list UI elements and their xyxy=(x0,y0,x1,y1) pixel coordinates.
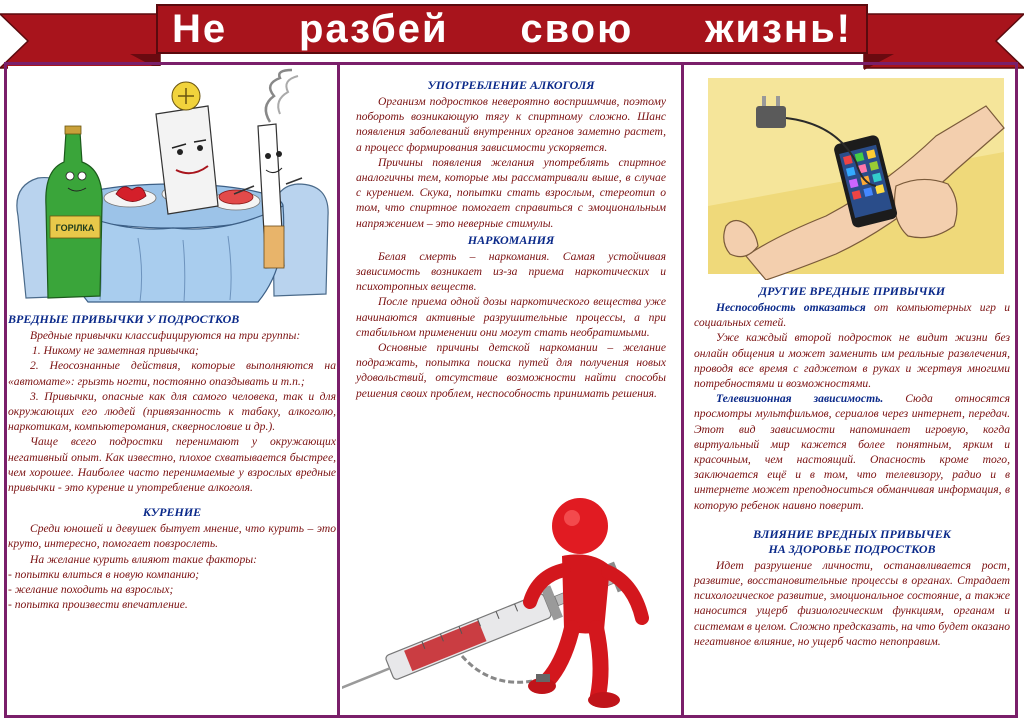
syringe-figure-illustration xyxy=(342,480,680,716)
heading-line: ВЛИЯНИЕ ВРЕДНЫХ ПРИВЫЧЕК xyxy=(753,526,951,541)
heading-drugs: НАРКОМАНИЯ xyxy=(467,232,555,247)
banner-word: жизнь! xyxy=(705,6,852,51)
list-item: - попытки влиться в новую компанию; xyxy=(8,567,200,581)
bold-term: Телевизионная зависимость. xyxy=(716,392,884,406)
paragraph xyxy=(694,391,1010,513)
heading-smoking: КУРЕНИЕ xyxy=(142,505,202,520)
column-divider xyxy=(337,62,340,718)
list-item: 1. Никому не заметная привычка; xyxy=(32,344,199,358)
paragraph xyxy=(694,300,1010,330)
heading-line: НА ЗДОРОВЬЕ ПОДРОСТКОВ xyxy=(768,541,936,556)
list-item: 3. Привычки, опасные как для самого человека, так и для окружающих его людей (привязанность к табаку, алкоголю, наркотикам, компьютеромания, сквернословие и др.). xyxy=(8,389,336,434)
list-item: - желание походить на взрослых; xyxy=(8,583,174,597)
paragraph: Белая смерть – наркомания. Самая устойчивая зависимость возникает из-за приема наркотических и психотропных веществ. xyxy=(356,249,666,294)
heading-bad-habits: ВРЕДНЫЕ ПРИВЫЧКИ У ПОДРОСТКОВ xyxy=(8,312,240,326)
paragraph: Чаще всего подростки перенимают у окружающих негативный опыт. Как известно, плохое схватывается быстрее, чем хорошее. Наиболее часто перенимаемые у взрослых вредные привычки - это курение и употребление алкоголя. xyxy=(8,435,336,495)
paragraph: Основные причины детской наркомании – желание подражать, попытка поиска путей для получения новых удовольствий, отсутствие возможности найти способы решения своих проблем, неспособность принимать решения. xyxy=(356,341,666,400)
column-other-habits xyxy=(686,66,1016,716)
paragraph: После приема одной дозы наркотического вещества уже начинаются активные разрушительные процессы, а при стабильном применении они могут стать необратимыми. xyxy=(356,295,666,339)
banner-word: свою xyxy=(520,6,634,51)
paragraph-text: от компьютерных игр и социальных сетей. xyxy=(694,301,1010,330)
banner-word: Не xyxy=(172,6,228,51)
list-item: 2. Неосознанные действия, которые выполняются на «автомате»: грызть ногти, постоянно опаздывать и т.п.; xyxy=(8,359,336,388)
paragraph: На желание курить влияют такие факторы: xyxy=(30,552,257,566)
heading-alcohol: УПОТРЕБЛЕНИЕ АЛКОГОЛЯ xyxy=(427,78,595,92)
heading-other-habits: ДРУГИЕ ВРЕДНЫЕ ПРИВЫЧКИ xyxy=(758,284,946,298)
heading-health-impact xyxy=(694,527,1010,557)
paragraph: Вредные привычки классифицируются на три группы: xyxy=(30,329,301,342)
paragraph: Причины появления желания употреблять спиртное аналогичны тем, которые мы рассматривали выше, в случае с курением. Скука, попытки стать взрослым, стереотип о том, что спиртное помогает справиться с эмоциональным напряжением – это неверные стимулы. xyxy=(356,155,666,230)
column-bad-habits xyxy=(8,66,336,716)
list-item: - попытка произвести впечатление. xyxy=(8,598,188,612)
bold-term: Неспособность отказаться xyxy=(716,301,866,314)
banner-title xyxy=(156,4,868,54)
paragraph: Идет разрушение личности, останавливается рост, развитие, восстановительные процессы в органах. Страдает психологическое развитие, эмоциональное состояние, а также наносится ущерб физиологическим функциям, органам и системам в целом. Сложно предсказать, на что будет оказано негативное влияние, но ущерб часто непоправим. xyxy=(694,558,1010,648)
banner-word: разбей xyxy=(298,6,449,51)
phone-addiction-illustration xyxy=(686,66,1016,280)
paragraph: Организм подростков невероятно восприимчив, поэтому побороть возникающую тягу к спиртному сложно. Шанс появления заболеваний внутренних органов заметно растет, а процесс формирования зависимости ускоряется. xyxy=(356,95,666,154)
cartoon-table-illustration xyxy=(8,66,336,310)
column-divider xyxy=(681,62,684,718)
bottle-label: ГОРІЛКА xyxy=(55,223,95,233)
paragraph: Среди юношей и девушек бытует мнение, что курить – это круто, интересно, помогает повзрослеть. xyxy=(8,522,336,551)
paragraph: Уже каждый второй подросток не видит жизни без онлайн общения и может заменить им реальные развлечения, проводя все время с гаджетом в руках и жертвуя многими потребностями и возможностями. xyxy=(694,331,1010,391)
column-alcohol-drugs xyxy=(342,66,680,716)
paragraph-text: Сюда относятся просмотры мультфильмов, сериалов через интернет, передач. Этот вид зависимости напоминает игровую, когда виртуальный мир кажется более понятным, ярким и красочным, чем настоящий. Опасность кроме того, заключается ещё и в том, что телевизору, радио и в интернете может преподноситься обманчивая информация, в которую ребенок наивно поверит. xyxy=(694,392,1011,512)
